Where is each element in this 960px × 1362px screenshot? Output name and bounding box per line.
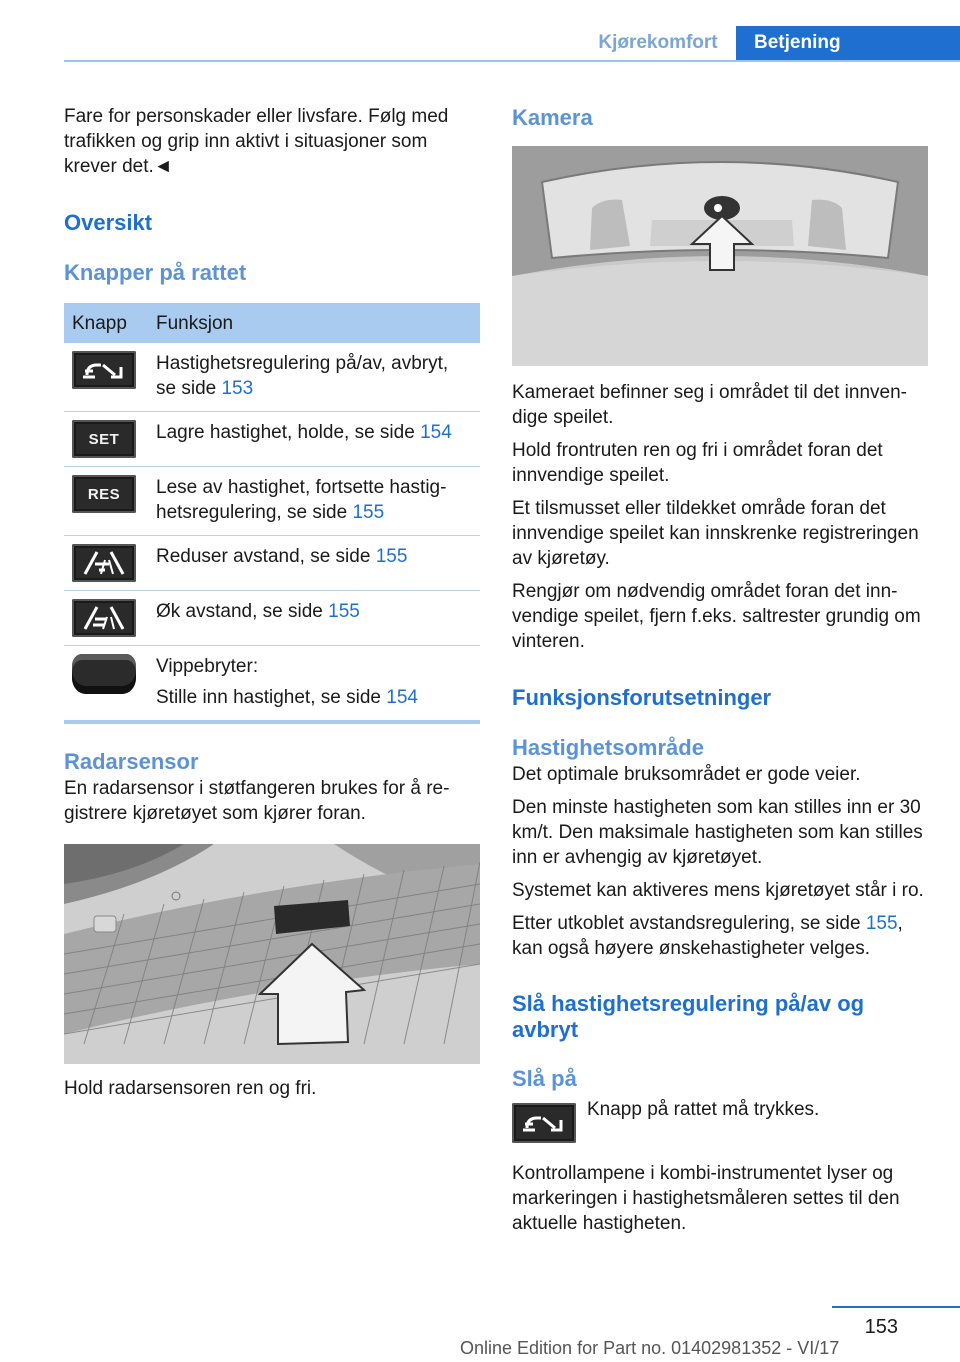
page-link[interactable]: 154: [386, 687, 418, 708]
table-row: [64, 646, 480, 723]
cruise-control-icon: [72, 351, 136, 389]
function-cell: Lese av hastighet, fortsette hastighetsregulering, se side 155: [148, 467, 480, 536]
radar-sensor-photo: [64, 844, 480, 1064]
warning-text: Fare for personskader eller livsfare. Følg med trafikken og grip inn aktivt i situasjoner som krever det.◄: [64, 106, 449, 177]
heading-radar: Radarsensor: [64, 749, 199, 774]
heading-buttons: Knapper på rattet: [64, 260, 247, 285]
distance-decrease-icon: [72, 544, 136, 582]
camera-photo: [512, 146, 928, 366]
header-chapter-tab: Betjening: [736, 26, 960, 62]
heading-requirements: Funksjonsforutsetninger: [512, 685, 772, 710]
function-cell: Øk avstand, se side 155: [148, 591, 480, 646]
table-row: [64, 412, 480, 467]
radar-text: En radarsensor i støtfangeren brukes for å registrere kjøretøyet som kjører foran.: [64, 778, 450, 824]
header-section-tab: Kjørekomfort: [598, 32, 718, 53]
function-cell: Lagre hastighet, holde, se side 154: [148, 412, 480, 467]
speed-text-4: Etter utkoblet avstandsregulering, se side 155, kan også høyere ønskehastigheter velges.: [512, 913, 903, 959]
camera-text-1: Kameraet befinner seg i området til det innvendige speilet.: [512, 382, 907, 428]
function-cell: Vippebryter: Stille inn hastighet, se side 154: [148, 646, 480, 723]
buttons-table: [64, 303, 480, 724]
page-link[interactable]: 155: [352, 502, 385, 523]
heading-switch-on: Slå på: [512, 1066, 577, 1091]
page-link[interactable]: 154: [420, 422, 452, 443]
switch-on-text-2: Kontrollampene i kombi-instrumentet lyser og markeringen i hastighetsmåleren settes til den aktuelle hastigheten.: [512, 1163, 900, 1234]
heading-speed-range: Hastighetsområde: [512, 735, 704, 760]
table-header: [64, 303, 480, 343]
res-button-icon: RES: [72, 475, 136, 513]
header-rule: [64, 60, 960, 62]
page-link[interactable]: 155: [328, 601, 360, 622]
heading-overview: Oversikt: [64, 210, 153, 235]
heading-switch: Slå hastighetsregulering på/av og avbryt: [512, 991, 865, 1042]
table-row: [64, 467, 480, 536]
switch-on-row: [512, 1099, 932, 1153]
page-link[interactable]: 155: [375, 546, 408, 567]
cruise-control-icon: [512, 1103, 576, 1143]
page-link[interactable]: 153: [221, 378, 254, 399]
right-column: [512, 104, 932, 1244]
table-row: [64, 591, 480, 646]
table-row: [64, 536, 480, 591]
camera-text-3: Et tilsmusset eller tildekket område foran det innvendige speilet kan innskrenke registreringen av kjøretøy.: [512, 498, 919, 569]
page-number: 153: [864, 1316, 898, 1338]
col-header-button: Knapp: [64, 303, 148, 343]
radar-caption: Hold radarsensoren ren og fri.: [64, 1078, 317, 1099]
speed-text-3: Systemet kan aktiveres mens kjøretøyet står i ro.: [512, 880, 924, 901]
page-link[interactable]: 155: [865, 913, 898, 934]
speed-text-1: Det optimale bruksområdet er gode veier.: [512, 764, 861, 785]
speed-text-2: Den minste hastigheten som kan stilles inn er 30 km/t. Den maksimale hastigheten som kan stilles inn er avhengig av kjøretøyet.: [512, 797, 923, 868]
function-cell: Hastighetsregulering på/av, avbryt, se side 153: [148, 343, 480, 412]
distance-increase-icon: [72, 599, 136, 637]
footer-rule: [832, 1306, 960, 1308]
camera-text-2: Hold frontruten ren og fri i området foran det innvendige speilet.: [512, 440, 883, 486]
col-header-function: Funksjon: [148, 303, 480, 343]
camera-text-4: Rengjør om nødvendig området foran det innvendige speilet, fjern f.eks. saltrester grundig om vinteren.: [512, 581, 921, 652]
switch-on-text: Knapp på rattet må trykkes.: [587, 1099, 820, 1120]
table-row: [64, 343, 480, 412]
heading-camera: Kamera: [512, 105, 593, 130]
rocker-switch-icon: [72, 654, 136, 694]
set-button-icon: SET: [72, 420, 136, 458]
edition-note: Online Edition for Part no. 01402981352 - VI/17: [460, 1338, 840, 1358]
left-column: [64, 104, 480, 1109]
function-cell: Reduser avstand, se side 155: [148, 536, 480, 591]
